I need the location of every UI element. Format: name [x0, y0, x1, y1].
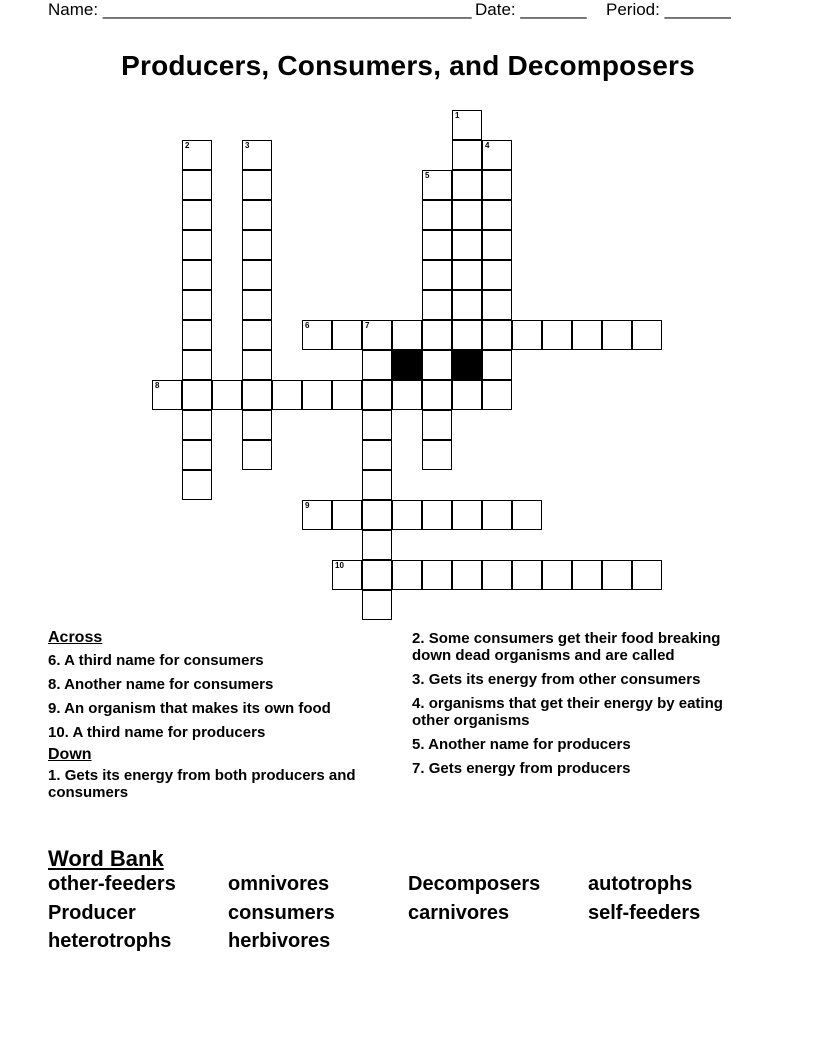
clue-number-label: 10: [335, 561, 344, 570]
crossword-cell[interactable]: [572, 560, 602, 590]
crossword-cell[interactable]: [422, 260, 452, 290]
crossword-cell[interactable]: [422, 200, 452, 230]
crossword-cell[interactable]: [482, 290, 512, 320]
crossword-cell[interactable]: [542, 560, 572, 590]
clue-number-label: 5: [425, 171, 430, 180]
crossword-cell[interactable]: [452, 260, 482, 290]
crossword-cell[interactable]: [182, 350, 212, 380]
clue-item: [412, 671, 757, 688]
clue-text: A third name for producers: [72, 724, 266, 741]
across-heading: Across: [48, 629, 103, 646]
crossword-cell[interactable]: [242, 410, 272, 440]
crossword-cell[interactable]: [362, 470, 392, 500]
word-bank-item: consumers: [228, 902, 335, 924]
crossword-cell[interactable]: [242, 320, 272, 350]
word-bank-item: self-feeders: [588, 902, 701, 924]
crossword-cell[interactable]: [422, 500, 452, 530]
crossword-cell[interactable]: [632, 560, 662, 590]
crossword-cell[interactable]: [482, 350, 512, 380]
clue-text: An organism that makes its own food: [64, 700, 331, 717]
clue-item: [48, 676, 388, 693]
crossword-cell[interactable]: [482, 140, 512, 170]
clues-right-column: [412, 630, 757, 784]
name-field[interactable]: Name: _______________________________________: [48, 0, 472, 19]
crossword-cell[interactable]: [332, 500, 362, 530]
crossword-cell[interactable]: [602, 560, 632, 590]
crossword-cell[interactable]: [242, 350, 272, 380]
word-bank-item: heterotrophs: [48, 930, 172, 952]
crossword-cell[interactable]: [422, 170, 452, 200]
crossword-cell[interactable]: [332, 380, 362, 410]
crossword-cell[interactable]: [422, 230, 452, 260]
crossword-cell[interactable]: [512, 560, 542, 590]
crossword-cell[interactable]: [242, 170, 272, 200]
page-title: Producers, Consumers, and Decomposers: [121, 50, 695, 81]
crossword-cell[interactable]: [602, 320, 632, 350]
crossword-cell[interactable]: [362, 350, 392, 380]
down-heading: Down: [48, 746, 92, 763]
clue-text: Another name for producers: [428, 736, 631, 753]
crossword-cell[interactable]: [482, 230, 512, 260]
date-field[interactable]: Date: _______: [475, 0, 587, 19]
clue-number: 5.: [412, 736, 425, 753]
crossword-cell[interactable]: [182, 140, 212, 170]
clue-number: 7.: [412, 760, 425, 777]
crossword-cell[interactable]: [242, 260, 272, 290]
clue-item: [48, 724, 388, 741]
crossword-cell[interactable]: [632, 320, 662, 350]
crossword-cell[interactable]: [422, 560, 452, 590]
word-bank-item: omnivores: [228, 873, 330, 895]
crossword-cell[interactable]: [242, 380, 272, 410]
crossword-cell[interactable]: [242, 230, 272, 260]
clue-number-label: 6: [305, 321, 310, 330]
word-bank-item: other-feeders: [48, 873, 176, 895]
crossword-cell[interactable]: [482, 170, 512, 200]
crossword-cell[interactable]: [332, 560, 362, 590]
crossword-cell[interactable]: [182, 230, 212, 260]
period-field[interactable]: Period: _______: [606, 0, 731, 19]
crossword-cell[interactable]: [392, 380, 422, 410]
crossword-cell[interactable]: [362, 530, 392, 560]
crossword-cell[interactable]: [242, 290, 272, 320]
word-bank-item: carnivores: [408, 902, 510, 924]
crossword-cell[interactable]: [482, 260, 512, 290]
clue-text: Some consumers get their food breaking down dead organisms and are called: [412, 630, 721, 664]
crossword-cell[interactable]: [152, 380, 182, 410]
crossword-cell[interactable]: [332, 320, 362, 350]
clue-number: 1.: [48, 767, 61, 784]
crossword-cell[interactable]: [182, 260, 212, 290]
crossword-cell[interactable]: [512, 320, 542, 350]
clue-number-label: 1: [455, 111, 460, 120]
blocked-cell: [392, 350, 422, 380]
clue-text: Gets its energy from other consumers: [428, 671, 701, 688]
crossword-cell[interactable]: [452, 200, 482, 230]
clues-left-column: [48, 629, 388, 808]
crossword-cell[interactable]: [182, 170, 212, 200]
crossword-cell[interactable]: [422, 440, 452, 470]
clue-text: Gets energy from producers: [428, 760, 631, 777]
word-bank-item: Producer: [48, 902, 136, 924]
crossword-cell[interactable]: [422, 290, 452, 320]
crossword-cell[interactable]: [182, 380, 212, 410]
clue-number: 3.: [412, 671, 425, 688]
crossword-cell[interactable]: [422, 350, 452, 380]
clue-number-label: 7: [365, 321, 370, 330]
clue-item: [48, 700, 388, 717]
crossword-cell[interactable]: [452, 320, 482, 350]
clue-item: [412, 695, 757, 729]
crossword-cell[interactable]: [452, 110, 482, 140]
clue-text: Gets its energy from both producers and consumers: [48, 767, 356, 801]
crossword-cell[interactable]: [452, 230, 482, 260]
crossword-cell[interactable]: [422, 320, 452, 350]
crossword-cell[interactable]: [362, 410, 392, 440]
clue-number: 6.: [48, 652, 61, 669]
clue-number-label: 2: [185, 141, 190, 150]
crossword-cell[interactable]: [182, 200, 212, 230]
crossword-cell[interactable]: [242, 140, 272, 170]
crossword-cell[interactable]: [452, 560, 482, 590]
crossword-cell[interactable]: [362, 560, 392, 590]
clue-number-label: 4: [485, 141, 490, 150]
crossword-cell[interactable]: [422, 380, 452, 410]
crossword-cell[interactable]: [362, 320, 392, 350]
clue-number: 9.: [48, 700, 61, 717]
crossword-cell[interactable]: [482, 500, 512, 530]
crossword-cell[interactable]: [452, 140, 482, 170]
clue-text: Another name for consumers: [64, 676, 274, 693]
crossword-cell[interactable]: [302, 320, 332, 350]
crossword-cell[interactable]: [362, 500, 392, 530]
clue-text: organisms that get their energy by eating other organisms: [412, 695, 723, 729]
crossword-cell[interactable]: [422, 410, 452, 440]
crossword-cell[interactable]: [302, 380, 332, 410]
clue-number: 8.: [48, 676, 61, 693]
word-bank-item: herbivores: [228, 930, 331, 952]
crossword-cell[interactable]: [542, 320, 572, 350]
crossword-cell[interactable]: [272, 380, 302, 410]
crossword-cell[interactable]: [572, 320, 602, 350]
crossword-cell[interactable]: [182, 290, 212, 320]
clue-item: [412, 736, 757, 753]
crossword-cell[interactable]: [392, 500, 422, 530]
word-bank-item: Decomposers: [408, 873, 541, 895]
clue-item: [48, 767, 388, 801]
word-bank-title: Word Bank: [48, 846, 164, 871]
clue-number: 2.: [412, 630, 425, 647]
clue-item: [48, 652, 388, 669]
clue-number-label: 3: [245, 141, 250, 150]
crossword-cell[interactable]: [242, 440, 272, 470]
crossword-cell[interactable]: [452, 380, 482, 410]
clue-number: 4.: [412, 695, 425, 712]
crossword-cell[interactable]: [452, 290, 482, 320]
crossword-cell[interactable]: [182, 470, 212, 500]
clue-item: [412, 630, 757, 664]
crossword-cell[interactable]: [452, 500, 482, 530]
crossword-cell[interactable]: [182, 410, 212, 440]
crossword-cell[interactable]: [182, 320, 212, 350]
crossword-cell[interactable]: [182, 440, 212, 470]
clue-number-label: 8: [155, 381, 160, 390]
word-bank-item: autotrophs: [588, 873, 693, 895]
crossword-cell[interactable]: [392, 320, 422, 350]
crossword-cell[interactable]: [482, 200, 512, 230]
clue-number-label: 9: [305, 501, 310, 510]
crossword-cell[interactable]: [242, 200, 272, 230]
clue-number: 10.: [48, 724, 69, 741]
crossword-cell[interactable]: [392, 560, 422, 590]
blocked-cell: [452, 350, 482, 380]
clue-text: A third name for consumers: [64, 652, 264, 669]
crossword-cell[interactable]: [482, 380, 512, 410]
crossword-cell[interactable]: [362, 590, 392, 620]
crossword-cell[interactable]: [362, 440, 392, 470]
crossword-cell[interactable]: [482, 320, 512, 350]
crossword-cell[interactable]: [302, 500, 332, 530]
crossword-cell[interactable]: [362, 380, 392, 410]
crossword-cell[interactable]: [452, 170, 482, 200]
clue-item: [412, 760, 757, 777]
crossword-cell[interactable]: [212, 380, 242, 410]
crossword-cell[interactable]: [482, 560, 512, 590]
crossword-cell[interactable]: [512, 500, 542, 530]
